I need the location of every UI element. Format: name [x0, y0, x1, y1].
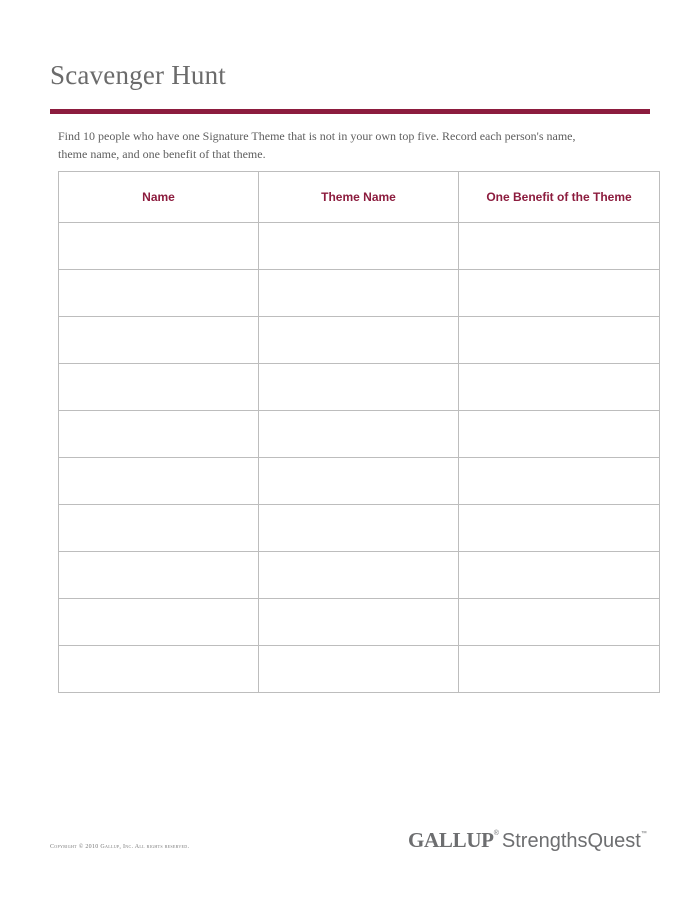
cell-name[interactable] [59, 646, 259, 693]
gallup-strengthsquest-logo [408, 828, 647, 853]
cell-theme-name[interactable] [259, 505, 459, 552]
header-name: Name [59, 172, 259, 223]
logo-product: StrengthsQuest [501, 830, 641, 852]
scavenger-hunt-table [58, 171, 660, 693]
cell-name[interactable] [59, 411, 259, 458]
cell-benefit[interactable] [459, 505, 660, 552]
table-row [59, 646, 660, 693]
instructions-line-1: Find 10 people who have one Signature Theme that is not in your own top five. Record each person's name, [58, 129, 576, 143]
cell-theme-name[interactable] [259, 270, 459, 317]
header-benefit: One Benefit of the Theme [459, 172, 660, 223]
logo-brand: GALLUP [408, 828, 494, 852]
instructions-line-2: theme name, and one benefit of that theme. [58, 147, 266, 161]
cell-name[interactable] [59, 458, 259, 505]
table-row [59, 599, 660, 646]
cell-name[interactable] [59, 505, 259, 552]
logo-registered-mark: ® [493, 830, 499, 837]
cell-benefit[interactable] [459, 646, 660, 693]
cell-name[interactable] [59, 317, 259, 364]
cell-benefit[interactable] [459, 599, 660, 646]
cell-benefit[interactable] [459, 552, 660, 599]
cell-theme-name[interactable] [259, 223, 459, 270]
table-body [59, 223, 660, 693]
table-row [59, 552, 660, 599]
cell-benefit[interactable] [459, 458, 660, 505]
title-divider [50, 109, 650, 114]
copyright-notice: Copyright © 2010 Gallup, Inc. All rights reserved. [50, 844, 190, 850]
table-row [59, 505, 660, 552]
cell-benefit[interactable] [459, 411, 660, 458]
cell-benefit[interactable] [459, 223, 660, 270]
cell-benefit[interactable] [459, 317, 660, 364]
cell-theme-name[interactable] [259, 411, 459, 458]
cell-theme-name[interactable] [259, 317, 459, 364]
cell-name[interactable] [59, 270, 259, 317]
cell-benefit[interactable] [459, 270, 660, 317]
table-row [59, 270, 660, 317]
cell-theme-name[interactable] [259, 364, 459, 411]
table-row [59, 364, 660, 411]
cell-name[interactable] [59, 223, 259, 270]
cell-theme-name[interactable] [259, 599, 459, 646]
instructions [58, 127, 638, 163]
cell-name[interactable] [59, 599, 259, 646]
table-row [59, 411, 660, 458]
cell-theme-name[interactable] [259, 552, 459, 599]
cell-name[interactable] [59, 364, 259, 411]
cell-name[interactable] [59, 552, 259, 599]
cell-benefit[interactable] [459, 364, 660, 411]
cell-theme-name[interactable] [259, 458, 459, 505]
cell-theme-name[interactable] [259, 646, 459, 693]
table-row [59, 317, 660, 364]
table-row [59, 458, 660, 505]
table-row [59, 223, 660, 270]
table-header-row [59, 172, 660, 223]
header-theme-name: Theme Name [259, 172, 459, 223]
logo-trademark: ™ [640, 831, 647, 837]
page-title: Scavenger Hunt [50, 60, 226, 90]
